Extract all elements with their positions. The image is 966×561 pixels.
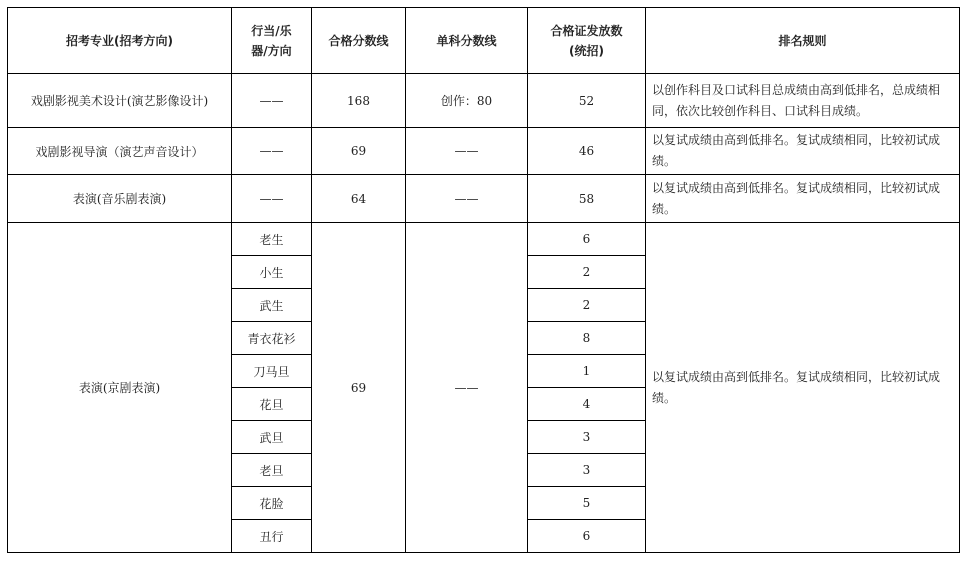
total-score-cell: 168 (312, 74, 406, 128)
major-cell: 戏剧影视导演（演艺声音设计） (8, 128, 232, 175)
table-row (8, 74, 960, 128)
certificates-cell: 46 (528, 128, 646, 175)
total-score-cell: 69 (312, 223, 406, 553)
total-score-cell: 69 (312, 128, 406, 175)
role-cell: 花脸 (232, 487, 312, 520)
role-cell: 花旦 (232, 388, 312, 421)
single-score-cell: 创作：80 (406, 74, 528, 128)
role-cell: 老旦 (232, 454, 312, 487)
certificates-cell: 2 (528, 289, 646, 322)
certificates-cell: 6 (528, 520, 646, 553)
table-row (8, 128, 960, 175)
role-cell: 青衣花衫 (232, 322, 312, 355)
single-score-cell: —— (406, 223, 528, 553)
certificates-cell: 3 (528, 421, 646, 454)
table-row (8, 223, 960, 256)
certificates-cell: 52 (528, 74, 646, 128)
ranking-rule-cell: 以复试成绩由高到低排名。复试成绩相同，比较初试成绩。 (646, 223, 960, 553)
header-single-score: 单科分数线 (406, 8, 528, 74)
certificates-cell: 58 (528, 175, 646, 223)
header-role: 行当/乐器/方向 (232, 8, 312, 74)
role-cell: 武旦 (232, 421, 312, 454)
certificates-cell: 2 (528, 256, 646, 289)
role-cell: 丑行 (232, 520, 312, 553)
major-cell: 戏剧影视美术设计(演艺影像设计) (8, 74, 232, 128)
certificates-cell: 6 (528, 223, 646, 256)
total-score-cell: 64 (312, 175, 406, 223)
role-cell: —— (232, 74, 312, 128)
role-cell: 老生 (232, 223, 312, 256)
header-ranking: 排名规则 (646, 8, 960, 74)
role-cell: 刀马旦 (232, 355, 312, 388)
table-row (8, 175, 960, 223)
certificates-cell: 1 (528, 355, 646, 388)
header-total-score: 合格分数线 (312, 8, 406, 74)
single-score-cell: —— (406, 175, 528, 223)
ranking-rule-cell: 以创作科目及口试科目总成绩由高到低排名，总成绩相同，依次比较创作科目、口试科目成绩。 (646, 74, 960, 128)
ranking-rule-cell: 以复试成绩由高到低排名。复试成绩相同，比较初试成绩。 (646, 175, 960, 223)
certificates-cell: 3 (528, 454, 646, 487)
header-row (8, 8, 960, 74)
major-cell: 表演(京剧表演) (8, 223, 232, 553)
certificates-cell: 8 (528, 322, 646, 355)
single-score-cell: —— (406, 128, 528, 175)
ranking-rule-cell: 以复试成绩由高到低排名。复试成绩相同，比较初试成绩。 (646, 128, 960, 175)
certificates-cell: 5 (528, 487, 646, 520)
header-major: 招考专业(招考方向) (8, 8, 232, 74)
major-cell: 表演(音乐剧表演) (8, 175, 232, 223)
header-certificates: 合格证发放数(统招) (528, 8, 646, 74)
role-cell: 武生 (232, 289, 312, 322)
admission-score-table (7, 7, 960, 553)
certificates-cell: 4 (528, 388, 646, 421)
role-cell: —— (232, 175, 312, 223)
role-cell: 小生 (232, 256, 312, 289)
role-cell: —— (232, 128, 312, 175)
